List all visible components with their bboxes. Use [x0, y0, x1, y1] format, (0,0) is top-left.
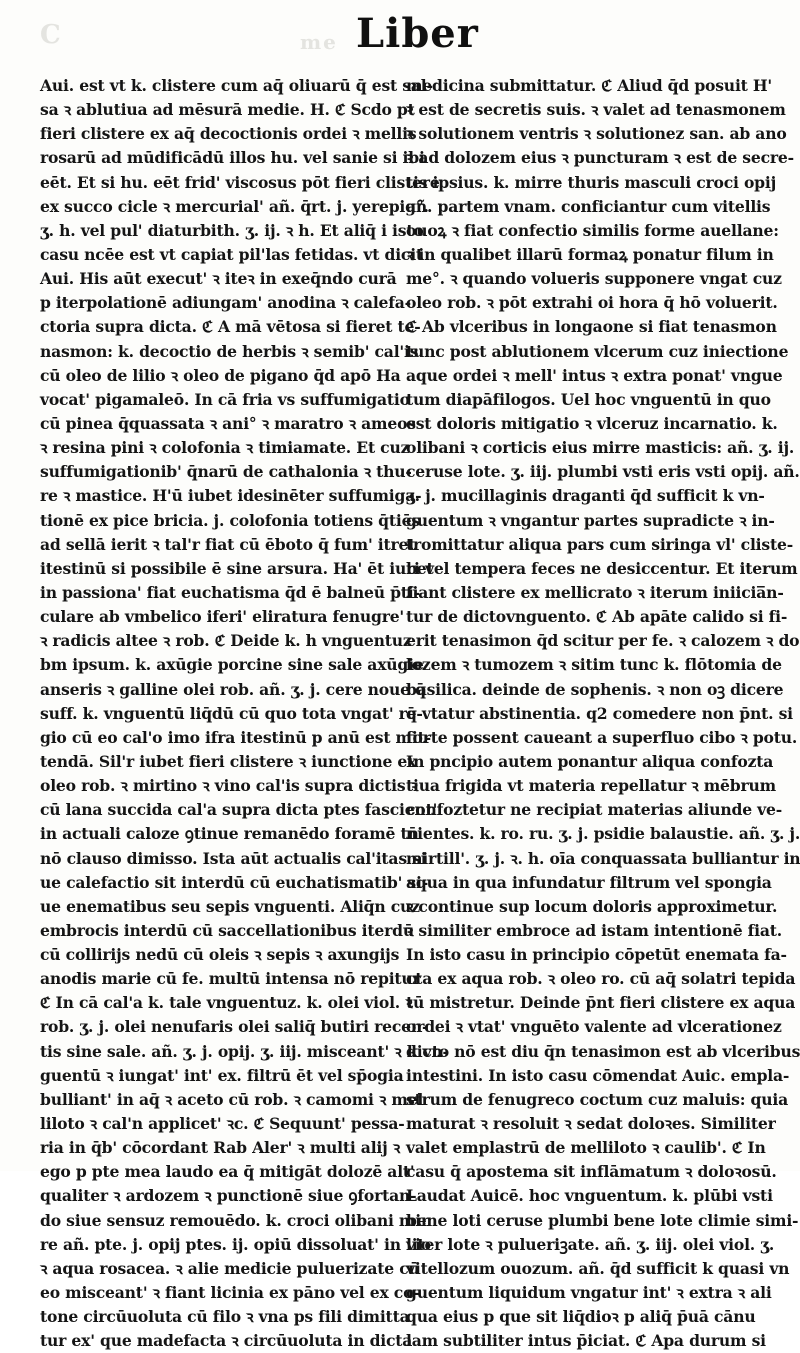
- text-line: ꝛ resina pini ꝛ colofonia ꝛ timiamate. Et cuz: [40, 438, 410, 458]
- text-line: ℭ In cā cal'a k. tale vnguentuz. k. olei viol. ꝛ: [40, 993, 413, 1013]
- text-line: ꝛ solutionem ventris ꝛ solutionez san. ab ano: [406, 124, 787, 144]
- text-line: ʒ. j. mucillaginis draganti q̄d sufficit k vn-: [406, 486, 765, 506]
- text-line: guentum liquidum vngatur int' ꝛ extra ꝛ ali: [406, 1283, 772, 1303]
- text-line: ceruse lote. ʒ. iij. plumbi vsti eris vsti opij. añ.: [406, 462, 800, 482]
- text-line: ria in q̄b' cōcordant Rab Aler' ꝛ multi alij ꝛ: [40, 1138, 401, 1158]
- text-line: cū oleo de lilio ꝛ oleo de pigano q̄d apō Ha: [40, 365, 401, 385]
- text-line: casu ncēe est vt capiat pil'las fetidas. vt dicit: [40, 244, 423, 264]
- text-line: tis sine sale. añ. ʒ. j. opij. ʒ. iij. misceant' ꝛ k vn-: [40, 1041, 449, 1061]
- text-line: cta ex aqua rob. ꝛ oleo ro. cū aq̄ solatri tepida: [406, 969, 796, 989]
- text-line: medicina submittatur. ℭ Aliud q̄d posuit H': [406, 76, 773, 95]
- bleed-through-text: C: [40, 20, 63, 50]
- text-line: bulliant' in aq̄ ꝛ aceto cū rob. ꝛ camomi ꝛ mel: [40, 1089, 424, 1109]
- text-line: forte possent caueant a superfluo cibo ꝛ potu.: [406, 727, 798, 747]
- text-line: ad sellā ierit ꝛ tal'r fiat cū ēboto q̄ fum' itret: [40, 534, 416, 554]
- text-line: mirtill'. ʒ. j. ꝛ. h. oīa conquassata bulliantur in: [406, 848, 800, 868]
- text-line: me°. ꝛ quando volueris supponere vngat cuz: [406, 269, 782, 289]
- text-line: est doloris mitigatio ꝛ vlceruz incarnatio. k.: [406, 413, 778, 433]
- text-line: oleo rob. ꝛ mirtino ꝛ vino cal'is supra dictis ꝛ: [40, 776, 418, 796]
- text-line: anseris ꝛ galline olei rob. añ. ʒ. j. cere noue q̄: [40, 679, 426, 699]
- text-line: Laudat Auicē. hoc vnguentum. k. plūbi vsti: [406, 1186, 773, 1206]
- text-line: casu q̄ apostema sit inflāmatum ꝛ doloꝛosū.: [406, 1162, 777, 1182]
- text-line: ctoria supra dicta. ℭ A mā vētosa si fieret te-: [40, 317, 421, 337]
- text-line: embrocis interdū cū saccellationibus iterdū: [40, 920, 414, 940]
- text-line: rob. ʒ. j. olei nenufaris olei saliq̄ butiri recen-: [40, 1017, 429, 1037]
- text-line: ue calefactio sit interdū cū euchatismatib' si-: [40, 872, 428, 892]
- text-line: ꝛ in qualibet illarū formaꝝ ponatur filum in: [406, 244, 774, 264]
- text-line: tur de dictovnguento. ℭ Ab apāte calido si fi-: [406, 607, 788, 627]
- text-line: tionē ex pice bricia. j. colofonia totiens q̄tiēs: [40, 510, 420, 530]
- text-line: tone circūuoluta cū filo ꝛ vna ps fili dimitta: [40, 1307, 410, 1327]
- text-line: qua eius p que sit liq̄dioꝛ p aliq̄ p̄uā cānu: [406, 1307, 756, 1327]
- text-line: In isto casu in principio cōpetūt enemata fa-: [406, 945, 787, 965]
- text-line: Aui. est vt k. clistere cum aq̄ oliuarū q̄ est sal-: [40, 76, 433, 95]
- text-line: guentū ꝛ iungat' int' ex. filtrū ēt vel sp̄ogia: [40, 1065, 404, 1085]
- text-line: ℭ Ab vlceribus in longaone si fiat tenasmon: [406, 317, 777, 337]
- text-line: vocat' pigamaleō. In cā fria vs suffumigatio: [40, 389, 410, 409]
- text-line: tū mistretur. Deinde p̄nt fieri clistere ex aqua: [406, 993, 796, 1013]
- text-line: itestinū si possibile ē sine arsura. Ha' ēt iubet: [40, 558, 434, 578]
- text-line: ex succo cicle ꝛ mercurial' añ. q̄rt. j. yerepig°.: [40, 196, 429, 216]
- text-line: ue enematibus seu sepis vnguenti. Aliq̄n cuz: [40, 896, 420, 916]
- text-line: eēt. Et si hu. eēt frid' viscosus pōt fieri clistere: [40, 172, 440, 192]
- text-line: basilica. deinde de sophenis. ꝛ non oꝫ dicere: [406, 679, 784, 699]
- text-line: ꝛ similiter embroce ad istam intentionē fiat.: [406, 920, 783, 940]
- text-line: bene loti ceruse plumbi bene lote climie simi-: [406, 1210, 799, 1230]
- text-line: ꝛ radicis altee ꝛ rob. ℭ Deide k. h vnguentuz: [40, 631, 412, 651]
- text-line: strum de fenugreco coctum cuz maluis: quia: [406, 1089, 788, 1109]
- text-line: ouoꝝ ꝛ fiat confectio similis forme auellane:: [406, 220, 779, 240]
- text-line: fiant clistere ex mellicrato ꝛ iterum iniicia̅n-: [406, 582, 784, 602]
- text-line: culare ab vmbelico iferi' eliratura fenugre': [40, 607, 405, 627]
- left-column: [40, 74, 449, 1353]
- text-line: aque ordei ꝛ mell' intus ꝛ extra ponat' vngue: [406, 365, 783, 385]
- text-line: p iterpolationē adiungam' anodina ꝛ calefa-: [40, 293, 411, 313]
- text-line: re ꝛ mastice. H'ū iubet idesinēter suffumiga-: [40, 486, 422, 506]
- text-line: tur ex' que madefacta ꝛ circūuoluta in dicta: [40, 1331, 413, 1351]
- text-line: añ. partem vnam. conficiantur cum vitellis: [406, 196, 771, 216]
- text-line: nientes. k. ro. ru. ʒ. j. psidie balaustie. añ. ʒ. j.: [406, 824, 800, 844]
- text-line: ꝛ continue sup locum doloris approximetur.: [406, 896, 778, 916]
- text-line: anodis marie cū fe. multū intensa nō repitur: [40, 969, 421, 989]
- text-line: tum diapāfilogos. Uel hoc vnguentū in quo: [406, 389, 771, 409]
- text-line: tromittatur aliqua pars cum siringa vl' cliste-: [406, 534, 793, 554]
- text-line: q̄ vtatur abstinentia. q2 comedere non p̄nt. si: [406, 703, 793, 723]
- text-line: aqua in qua infundatur filtrum vel spongia: [406, 872, 772, 892]
- text-line: ꝛ est de secretis suis. ꝛ valet ad tenasmonem: [406, 100, 786, 120]
- text-line: vitellozum ouozum. añ. q̄d sufficit k quasi vn: [406, 1258, 790, 1278]
- text-line: in passiona' fiat euchatisma q̄d ē balneū p̄ti-: [40, 582, 420, 602]
- text-line: rosarū ad mūdificādū illos hu. vel sanie si ibi: [40, 148, 425, 168]
- text-line: fieri clistere ex aq̄ decoctionis ordei ꝛ mellis: [40, 124, 417, 144]
- text-line: erit tenasimon q̄d scitur per fe. ꝛ calozem ꝛ do: [406, 631, 800, 651]
- text-line: valet emplastrū de melliloto ꝛ caulib'. ℭ In: [406, 1138, 766, 1158]
- text-line: lozem ꝛ tumozem ꝛ sitim tunc k. flōtomia de: [406, 655, 782, 675]
- text-line: cū lana succida cal'a supra dicta ptes fascient': [40, 800, 438, 820]
- text-line: liloto ꝛ cal'n applicet' ꝛc. ℭ Sequunt' pessa-: [40, 1114, 405, 1134]
- text-line: suff. k. vnguentū liq̄dū cū quo tota vngat' re-: [40, 703, 423, 723]
- text-line: ꝛ aqua rosacea. ꝛ alie medicie puluerizate cū: [40, 1258, 420, 1278]
- text-line: tunc post ablutionem vlcerum cuz iniectione: [406, 341, 789, 361]
- text-line: ordei ꝛ vtat' vnguēto valente ad vlcerationez: [406, 1017, 782, 1037]
- text-line: do siue sensuz remouēdo. k. croci olibani mir: [40, 1210, 429, 1230]
- text-line: qualiter ꝛ ardozem ꝛ punctionē siue ꝯfortan-: [40, 1186, 417, 1206]
- text-line: liter lote ꝛ pulueriꝫate. añ. ʒ. iij. olei viol. ʒ.: [406, 1234, 775, 1254]
- text-line: tis ipsius. k. mirre thuris masculi croci opij: [406, 172, 777, 192]
- text-line: re añ. pte. j. opij ptes. ij. opiū dissoluat' in vio: [40, 1234, 431, 1254]
- text-line: eo misceant' ꝛ fiant licinia ex pāno vel ex co-: [40, 1283, 420, 1303]
- text-line: bm ipsum. k. axūgie porcine sine sale axūgie: [40, 655, 424, 675]
- text-line: ri vel tempera feces ne desiccentur. Et iterum: [406, 558, 798, 578]
- text-line: nō clauso dimisso. Ista aūt actualis cal'itas si: [40, 848, 427, 868]
- text-line: olibani ꝛ corticis eius mirre masticis: añ. ʒ. ij.: [406, 438, 795, 458]
- bleed-through-text: me: [300, 30, 338, 54]
- text-line: sa ꝛ ablutiua ad mēsurā medie. H. ℭ Scdo pt: [40, 100, 415, 120]
- running-title: Liber: [356, 10, 479, 57]
- text-line: tiua frigida vt materia repellatur ꝛ mēbrum: [406, 776, 776, 796]
- text-line: maturat ꝛ resoluit ꝛ sedat doloꝛes. Similiter: [406, 1114, 776, 1134]
- text-line: ʒ. h. vel pul' diaturbith. ʒ. ij. ꝛ h. Et aliq̄ i isto: [40, 220, 424, 240]
- text-line: In pncipio autem ponantur aliqua confozta: [406, 751, 774, 771]
- text-line: guentum ꝛ vngantur partes supradicte ꝛ in-: [406, 510, 775, 530]
- text-line: oleo rob. ꝛ pōt extrahi oi hora q̄ hō voluerit.: [406, 293, 778, 313]
- text-line: confoztetur ne recipiat materias aliunde ve-: [406, 800, 783, 820]
- text-line: lam subtiliter intus p̄iciat. ℭ Apa durum si: [406, 1331, 766, 1351]
- text-line: nasmon: k. decoctio de herbis ꝛ semib' cal'is: [40, 341, 419, 361]
- text-line: dicto nō est diu q̄n tenasimon est ab vlceribus: [406, 1041, 800, 1061]
- text-line: cū pinea q̄quassata ꝛ ani° ꝛ maratro ꝛ ameos: [40, 413, 416, 433]
- text-line: cū collirijs nedū cū oleis ꝛ sepis ꝛ axungijs: [40, 945, 400, 965]
- text-line: intestini. In isto casu cōmendat Auic. empla-: [406, 1065, 790, 1085]
- text-line: ꝛ ad dolozem eius ꝛ puncturam ꝛ est de secre-: [406, 148, 794, 168]
- text-line: ego p pte mea laudo ea q̄ mitigāt dolozē alt': [40, 1162, 415, 1182]
- text-line: Aui. His aūt execut' ꝛ iteꝛ in exeq̄ndo curā: [40, 269, 397, 289]
- right-column: [406, 74, 800, 1353]
- text-line: tendā. Sil'r iubet fieri clistere ꝛ iunctione ex: [40, 751, 417, 771]
- text-line: gio cū eo cal'o imo ifra itestinū p anū est mit-: [40, 727, 431, 747]
- text-line: in actuali caloze ꝯtinue remanēdo foramē tn̄: [40, 824, 419, 844]
- text-line: suffumigationib' q̄narū de cathalonia ꝛ thu-: [40, 462, 412, 482]
